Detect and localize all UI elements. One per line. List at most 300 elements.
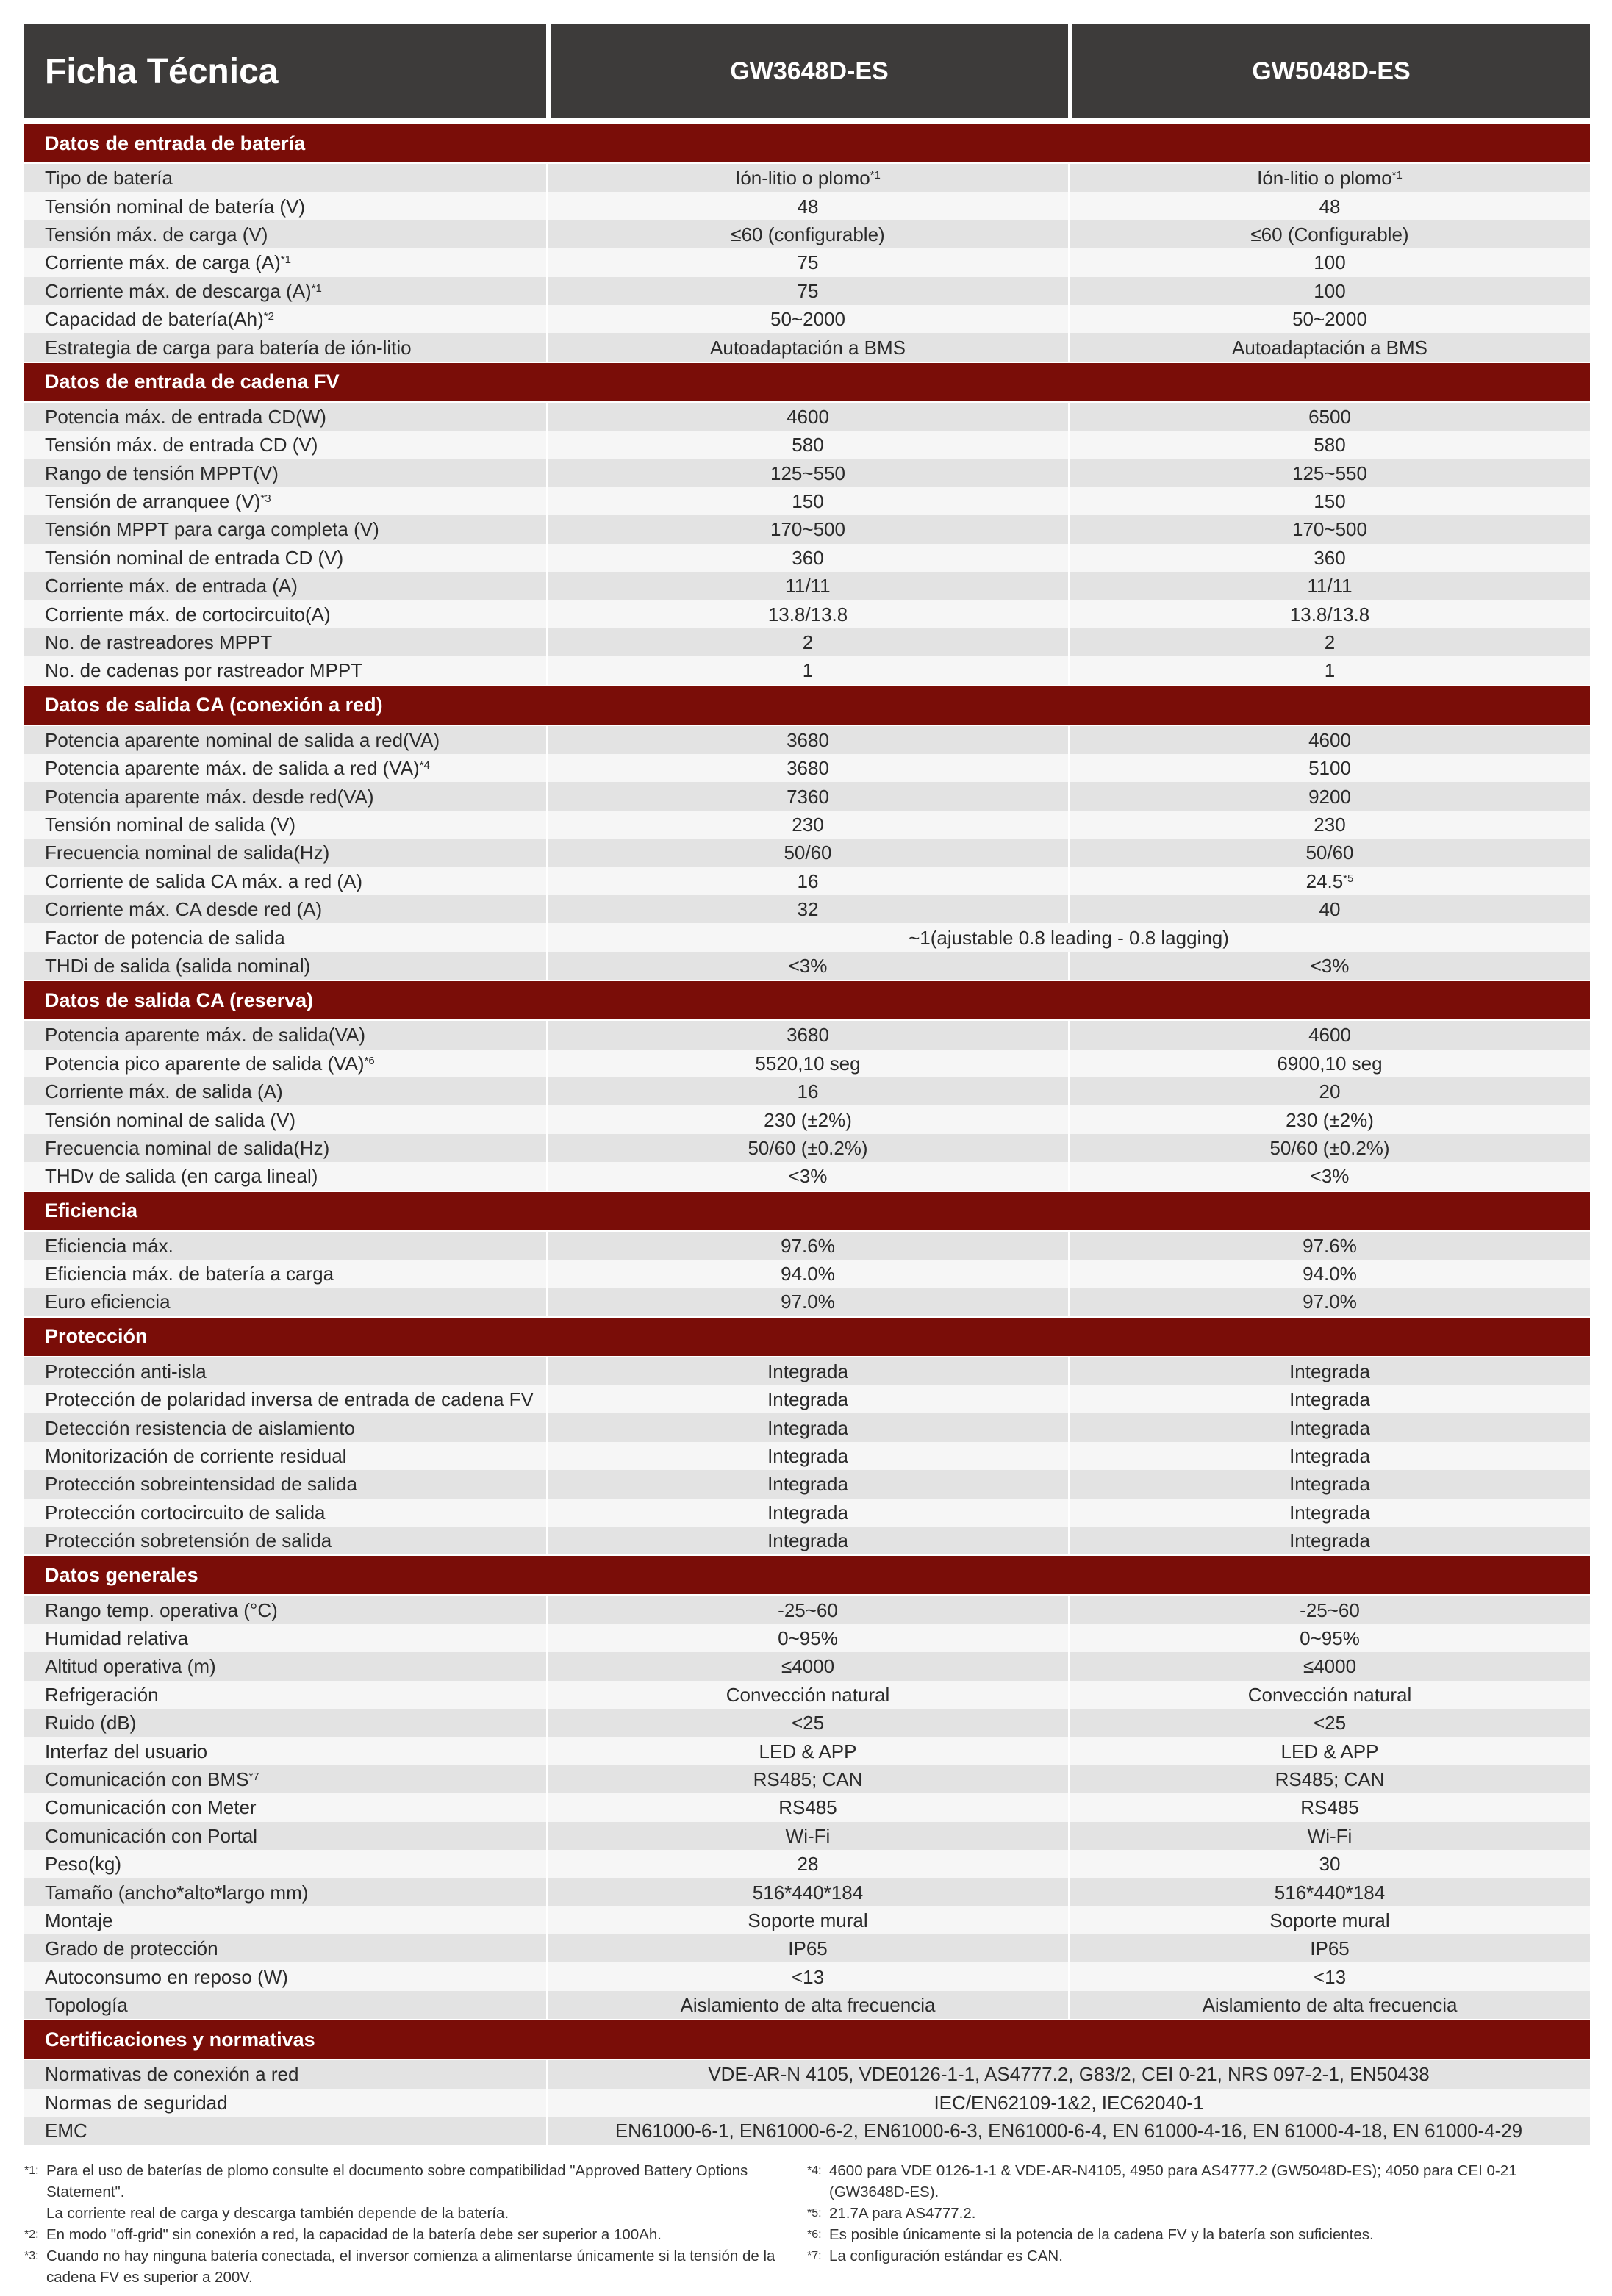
row-value-model-1 xyxy=(546,459,1068,487)
cell-text: <13 xyxy=(1313,1965,1347,1988)
cell-text: ≤60 (configurable) xyxy=(731,223,885,245)
footnote-text: En modo "off-grid" sin conexión a red, la capacidad de la batería debe ser superior a 100Ah. xyxy=(46,2226,662,2243)
row-label xyxy=(24,1991,546,2019)
row-label xyxy=(24,572,546,600)
cell-text: Capacidad de batería(Ah) xyxy=(45,308,264,331)
cell-text: Corriente máx. de carga (A) xyxy=(45,251,281,274)
cell-text: 13.8/13.8 xyxy=(767,603,848,625)
cell-text: 94.0% xyxy=(1303,1263,1357,1285)
cell-text: Corriente máx. de descarga (A) xyxy=(45,279,312,302)
row-label xyxy=(24,248,546,276)
cell-text: Tensión máx. de entrada CD (V) xyxy=(45,434,318,456)
cell-text: Integrada xyxy=(767,1445,848,1468)
table-row xyxy=(24,1906,1590,1934)
row-value-model-1 xyxy=(546,726,1068,754)
table-row xyxy=(24,1162,1590,1190)
row-value-model-2 xyxy=(1068,1624,1590,1652)
cell-text: Topología xyxy=(45,1994,128,2017)
cell-text: 150 xyxy=(792,490,824,513)
cell-text: 360 xyxy=(1314,546,1346,569)
cell-text: Integrada xyxy=(1289,1501,1370,1524)
row-label xyxy=(24,1652,546,1680)
row-value-model-1 xyxy=(546,1134,1068,1162)
table-row xyxy=(24,1962,1590,1990)
table-row xyxy=(24,1021,1590,1049)
table-row xyxy=(24,1596,1590,1624)
table-row xyxy=(24,1499,1590,1527)
table-row xyxy=(24,1470,1590,1498)
table-row xyxy=(24,515,1590,543)
cell-text: 50/60 xyxy=(1305,842,1354,864)
table-row xyxy=(24,1288,1590,1316)
cell-text: 516*440*184 xyxy=(752,1881,864,1904)
footnote-text: 4600 para VDE 0126-1-1 & VDE-AR-N4105, 4950 para AS4777.2 (GW5048D-ES); 4050 para CEI 0-21 (GW3648D-ES). xyxy=(829,2162,1517,2200)
row-value-model-2 xyxy=(1068,1077,1590,1105)
table-row xyxy=(24,839,1590,867)
table-row xyxy=(24,1709,1590,1737)
cell-text: Potencia aparente máx. de salida(VA) xyxy=(45,1024,365,1047)
cell-text: Tipo de batería xyxy=(45,167,173,190)
cell-text: Corriente máx. CA desde red (A) xyxy=(45,898,323,921)
row-value-model-1 xyxy=(546,1624,1068,1652)
row-value-model-2 xyxy=(1068,1288,1590,1316)
cell-text: Tensión nominal de entrada CD (V) xyxy=(45,546,344,569)
footnote-line xyxy=(807,2245,1590,2267)
row-value-model-2 xyxy=(1068,1793,1590,1821)
row-value-model-2 xyxy=(1068,248,1590,276)
row-label xyxy=(24,544,546,572)
row-value-model-2 xyxy=(1068,305,1590,333)
section-title: Datos generales xyxy=(24,1554,1590,1596)
row-value-model-1 xyxy=(546,1596,1068,1624)
row-label xyxy=(24,1765,546,1793)
cell-text: -25~60 xyxy=(1300,1599,1360,1621)
row-value-model-2 xyxy=(1068,1906,1590,1934)
row-value-model-1 xyxy=(546,1793,1068,1821)
table-row xyxy=(24,220,1590,248)
cell-text: Corriente máx. de entrada (A) xyxy=(45,575,298,598)
row-value-model-2 xyxy=(1068,1105,1590,1133)
table-row xyxy=(24,1624,1590,1652)
cell-text: Potencia aparente nominal de salida a red(VA) xyxy=(45,728,440,751)
row-value-both xyxy=(546,2117,1590,2145)
cell-text: ≤4000 xyxy=(1303,1655,1357,1678)
cell-text: Autoadaptación a BMS xyxy=(710,336,906,359)
row-value-model-1 xyxy=(546,1105,1068,1133)
spec-table xyxy=(24,24,1590,2145)
cell-text: Factor de potencia de salida xyxy=(45,926,285,949)
table-row xyxy=(24,277,1590,305)
cell-text: Monitorización de corriente residual xyxy=(45,1445,347,1468)
cell-text: 150 xyxy=(1314,490,1346,513)
cell-text: Humidad relativa xyxy=(45,1626,189,1649)
cell-text: Tensión nominal de salida (V) xyxy=(45,814,296,836)
cell-text: Integrada xyxy=(767,1501,848,1524)
section-header xyxy=(24,1554,1590,1596)
row-label xyxy=(24,487,546,515)
model-header-1: GW3648D-ES xyxy=(546,24,1068,123)
table-row xyxy=(24,811,1590,839)
row-value-model-2 xyxy=(1068,1737,1590,1765)
table-row xyxy=(24,600,1590,628)
footnote-mark: *3: xyxy=(24,2250,39,2262)
row-value-model-2 xyxy=(1068,164,1590,192)
cell-text: Aislamiento de alta frecuencia xyxy=(1202,1994,1458,2017)
row-value-model-2 xyxy=(1068,1822,1590,1850)
cell-text: 3680 xyxy=(787,728,829,751)
cell-text: 100 xyxy=(1314,279,1346,302)
row-value-model-1 xyxy=(546,1850,1068,1878)
cell-text: Integrada xyxy=(767,1529,848,1552)
section-title: Protección xyxy=(24,1316,1590,1357)
row-value-both xyxy=(546,2089,1590,2117)
cell-text: 16 xyxy=(797,869,819,892)
cell-text: 48 xyxy=(1319,195,1341,218)
cell-text: 2 xyxy=(802,631,814,654)
table-row xyxy=(24,1260,1590,1288)
cell-text: 24.5 xyxy=(1305,869,1344,892)
row-value-model-1 xyxy=(546,895,1068,923)
cell-text: Corriente de salida CA máx. a red (A) xyxy=(45,869,363,892)
footnote-mark: *7: xyxy=(807,2250,822,2262)
cell-text: 50~2000 xyxy=(1292,308,1367,331)
cell-text: Refrigeración xyxy=(45,1683,159,1706)
row-label xyxy=(24,305,546,333)
row-label xyxy=(24,1934,546,1962)
cell-text: 30 xyxy=(1319,1853,1341,1876)
cell-text: Comunicación con Portal xyxy=(45,1824,258,1847)
row-value-model-1 xyxy=(546,1288,1068,1316)
footnote-line xyxy=(24,2160,796,2203)
table-row xyxy=(24,1134,1590,1162)
row-value-model-1 xyxy=(546,192,1068,220)
section-title: Datos de entrada de cadena FV xyxy=(24,362,1590,403)
row-value-model-1 xyxy=(546,1652,1068,1680)
cell-text: Soporte mural xyxy=(748,1909,868,1931)
cell-text: 4600 xyxy=(787,405,829,428)
cell-text: Ión-litio o plomo xyxy=(1257,167,1392,190)
row-label xyxy=(24,1709,546,1737)
footnote-text: 21.7A para AS4777.2. xyxy=(829,2205,976,2222)
cell-text: 11/11 xyxy=(785,575,831,598)
footnote-ref: *5 xyxy=(1343,872,1354,885)
row-value-model-2 xyxy=(1068,277,1590,305)
cell-text: <3% xyxy=(788,1165,828,1188)
row-value-model-1 xyxy=(546,1162,1068,1190)
row-value-model-2 xyxy=(1068,1765,1590,1793)
row-value-model-2 xyxy=(1068,1596,1590,1624)
table-row xyxy=(24,1527,1590,1554)
cell-text: ≤60 (Configurable) xyxy=(1250,223,1409,245)
row-value-model-2 xyxy=(1068,839,1590,867)
cell-text: IEC/EN62109-1&2, IEC62040-1 xyxy=(934,2091,1204,2114)
table-row xyxy=(24,1077,1590,1105)
cell-text: 230 xyxy=(1314,814,1346,836)
row-value-model-1 xyxy=(546,248,1068,276)
row-value-model-2 xyxy=(1068,1470,1590,1498)
cell-text: Ión-litio o plomo xyxy=(735,167,870,190)
row-value-model-2 xyxy=(1068,403,1590,431)
cell-text: Protección sobreintensidad de salida xyxy=(45,1473,357,1496)
table-header xyxy=(24,24,1590,123)
cell-text: Corriente máx. de cortocircuito(A) xyxy=(45,603,331,625)
cell-text: 230 xyxy=(792,814,824,836)
footnote-ref: *7 xyxy=(248,1770,259,1783)
row-value-model-1 xyxy=(546,952,1068,980)
row-value-model-2 xyxy=(1068,867,1590,895)
row-value-model-1 xyxy=(546,544,1068,572)
row-value-model-1 xyxy=(546,1878,1068,1906)
footnote xyxy=(24,2160,796,2224)
table-row xyxy=(24,1765,1590,1793)
cell-text: 5100 xyxy=(1308,757,1351,780)
table-row xyxy=(24,628,1590,656)
row-value-model-2 xyxy=(1068,952,1590,980)
footnote xyxy=(807,2224,1590,2245)
row-value-model-2 xyxy=(1068,895,1590,923)
row-value-model-2 xyxy=(1068,544,1590,572)
row-value-model-2 xyxy=(1068,1499,1590,1527)
row-value-model-1 xyxy=(546,1413,1068,1441)
row-label xyxy=(24,656,546,684)
table-row xyxy=(24,952,1590,980)
cell-text: Comunicación con BMS xyxy=(45,1768,249,1790)
cell-text: Estrategia de carga para batería de ión-litio xyxy=(45,336,412,359)
footnote-mark: *6: xyxy=(807,2228,822,2241)
cell-text: 170~500 xyxy=(1292,518,1367,541)
table-row xyxy=(24,895,1590,923)
footnote-ref: *3 xyxy=(260,492,271,506)
row-value-model-1 xyxy=(546,1962,1068,1990)
footnote-line xyxy=(24,2245,796,2288)
cell-text: Protección de polaridad inversa de entrada de cadena FV xyxy=(45,1388,534,1411)
footnote-ref: *4 xyxy=(419,759,430,772)
page-title: Ficha Técnica xyxy=(24,24,546,123)
footnote-ref: *1 xyxy=(280,254,291,267)
cell-text: Protección sobretensión de salida xyxy=(45,1529,332,1552)
row-value-model-1 xyxy=(546,656,1068,684)
row-value-model-2 xyxy=(1068,600,1590,628)
cell-text: Eficiencia máx. de batería a carga xyxy=(45,1263,334,1285)
row-label xyxy=(24,2089,546,2117)
cell-text: Potencia aparente máx. desde red(VA) xyxy=(45,785,374,808)
section-header xyxy=(24,1316,1590,1357)
table-row xyxy=(24,1357,1590,1385)
cell-text: 50~2000 xyxy=(770,308,845,331)
row-label xyxy=(24,1822,546,1850)
footnote-ref: *1 xyxy=(311,281,322,295)
table-row xyxy=(24,1934,1590,1962)
cell-text: 6500 xyxy=(1308,405,1351,428)
cell-text: Potencia aparente máx. de salida a red (VA) xyxy=(45,757,420,780)
row-label xyxy=(24,782,546,810)
cell-text: 0~95% xyxy=(778,1626,838,1649)
row-label xyxy=(24,1681,546,1709)
row-value-model-1 xyxy=(546,1357,1068,1385)
row-value-model-2 xyxy=(1068,1681,1590,1709)
row-value-model-2 xyxy=(1068,1652,1590,1680)
row-value-model-2 xyxy=(1068,1878,1590,1906)
row-value-model-1 xyxy=(546,1681,1068,1709)
cell-text: 32 xyxy=(797,898,819,921)
row-value-model-1 xyxy=(546,1709,1068,1737)
section-title: Datos de salida CA (reserva) xyxy=(24,980,1590,1021)
row-value-model-1 xyxy=(546,333,1068,361)
table-row xyxy=(24,572,1590,600)
row-label xyxy=(24,192,546,220)
row-value-model-1 xyxy=(546,1991,1068,2019)
row-label xyxy=(24,1288,546,1316)
cell-text: RS485; CAN xyxy=(1275,1768,1385,1790)
footnote xyxy=(24,2224,796,2245)
cell-text: Protección cortocircuito de salida xyxy=(45,1501,326,1524)
cell-text: 94.0% xyxy=(781,1263,835,1285)
row-value-model-1 xyxy=(546,1499,1068,1527)
cell-text: Tensión nominal de batería (V) xyxy=(45,195,306,218)
row-label xyxy=(24,2060,546,2088)
cell-text: ~1(ajustable 0.8 leading - 0.8 lagging) xyxy=(909,926,1229,949)
row-label xyxy=(24,1442,546,1470)
footnote-text: Para el uso de baterías de plomo consulte el documento sobre compatibilidad "Approved Battery Options Statement". xyxy=(46,2162,748,2200)
row-label xyxy=(24,1962,546,1990)
row-label xyxy=(24,1906,546,1934)
cell-text: EMC xyxy=(45,2120,87,2142)
cell-text: Normativas de conexión a red xyxy=(45,2063,299,2086)
row-value-model-2 xyxy=(1068,220,1590,248)
row-label xyxy=(24,1385,546,1413)
row-value-model-1 xyxy=(546,1765,1068,1793)
cell-text: 4600 xyxy=(1308,1024,1351,1047)
row-value-model-1 xyxy=(546,1021,1068,1049)
row-label xyxy=(24,431,546,459)
row-label xyxy=(24,811,546,839)
table-row xyxy=(24,248,1590,276)
cell-text: 28 xyxy=(797,1853,819,1876)
table-row xyxy=(24,1050,1590,1077)
cell-text: Peso(kg) xyxy=(45,1853,122,1876)
cell-text: 75 xyxy=(797,279,819,302)
section-title: Datos de salida CA (conexión a red) xyxy=(24,685,1590,726)
row-value-model-1 xyxy=(546,1260,1068,1288)
cell-text: <3% xyxy=(1310,1165,1350,1188)
row-value-model-1 xyxy=(546,628,1068,656)
row-label xyxy=(24,600,546,628)
row-label xyxy=(24,1260,546,1288)
cell-text: Corriente máx. de salida (A) xyxy=(45,1080,283,1103)
row-value-model-2 xyxy=(1068,754,1590,782)
footnote-text: Es posible únicamente si la potencia de la cadena FV y la batería son suficientes. xyxy=(829,2226,1374,2243)
cell-text: Frecuencia nominal de salida(Hz) xyxy=(45,1136,330,1159)
row-value-model-1 xyxy=(546,600,1068,628)
row-value-model-2 xyxy=(1068,1021,1590,1049)
cell-text: Integrada xyxy=(767,1360,848,1382)
cell-text: THDv de salida (en carga lineal) xyxy=(45,1165,318,1188)
cell-text: Altitud operativa (m) xyxy=(45,1655,216,1678)
footnote-line xyxy=(24,2224,796,2245)
cell-text: Integrada xyxy=(1289,1416,1370,1439)
row-label xyxy=(24,839,546,867)
table-row xyxy=(24,2089,1590,2117)
row-label xyxy=(24,2117,546,2145)
cell-text: LED & APP xyxy=(1280,1740,1379,1762)
cell-text: Protección anti-isla xyxy=(45,1360,207,1382)
table-row xyxy=(24,544,1590,572)
cell-text: Convección natural xyxy=(1247,1683,1412,1706)
row-label xyxy=(24,628,546,656)
row-value-model-2 xyxy=(1068,1413,1590,1441)
row-value-model-1 xyxy=(546,754,1068,782)
row-label xyxy=(24,220,546,248)
footnote-mark: *1: xyxy=(24,2164,39,2177)
footnote xyxy=(24,2245,796,2288)
cell-text: Potencia máx. de entrada CD(W) xyxy=(45,405,326,428)
table-row xyxy=(24,487,1590,515)
row-value-model-1 xyxy=(546,1050,1068,1077)
cell-text: 125~550 xyxy=(770,462,845,484)
cell-text: Tensión de arranquee (V) xyxy=(45,490,261,513)
row-value-model-2 xyxy=(1068,628,1590,656)
cell-text: Grado de protección xyxy=(45,1937,218,1960)
table-row xyxy=(24,2060,1590,2088)
footnote-mark: *5: xyxy=(807,2207,822,2220)
cell-text: 4600 xyxy=(1308,728,1351,751)
footnote xyxy=(807,2160,1590,2203)
row-value-model-2 xyxy=(1068,1232,1590,1260)
row-value-model-1 xyxy=(546,487,1068,515)
section-title: Certificaciones y normativas xyxy=(24,2019,1590,2060)
cell-text: 7360 xyxy=(787,785,829,808)
cell-text: 3680 xyxy=(787,757,829,780)
row-value-model-1 xyxy=(546,1077,1068,1105)
row-value-model-1 xyxy=(546,782,1068,810)
footnote-ref: *1 xyxy=(1391,169,1403,182)
cell-text: 97.0% xyxy=(781,1291,835,1313)
cell-text: Montaje xyxy=(45,1909,113,1931)
footnote-line xyxy=(807,2203,1590,2224)
table-row xyxy=(24,305,1590,333)
cell-text: Tamaño (ancho*alto*largo mm) xyxy=(45,1881,309,1904)
cell-text: Rango temp. operativa (°C) xyxy=(45,1599,278,1621)
section-title: Datos de entrada de batería xyxy=(24,123,1590,164)
cell-text: 97.6% xyxy=(1303,1234,1357,1257)
section-header xyxy=(24,980,1590,1021)
cell-text: 580 xyxy=(1314,434,1346,456)
row-value-model-2 xyxy=(1068,656,1590,684)
footnotes-left xyxy=(24,2160,796,2288)
table-row xyxy=(24,164,1590,192)
cell-text: 20 xyxy=(1319,1080,1341,1103)
cell-text: Tensión MPPT para carga completa (V) xyxy=(45,518,379,541)
row-label xyxy=(24,754,546,782)
row-value-model-2 xyxy=(1068,811,1590,839)
row-value-model-1 xyxy=(546,811,1068,839)
cell-text: 170~500 xyxy=(770,518,845,541)
row-value-model-2 xyxy=(1068,487,1590,515)
spec-sheet xyxy=(24,24,1590,2145)
row-value-model-1 xyxy=(546,1470,1068,1498)
row-value-model-2 xyxy=(1068,572,1590,600)
section-header xyxy=(24,362,1590,403)
row-label xyxy=(24,1878,546,1906)
cell-text: <25 xyxy=(1313,1712,1347,1734)
cell-text: 97.0% xyxy=(1303,1291,1357,1313)
row-label xyxy=(24,1850,546,1878)
row-value-model-1 xyxy=(546,1934,1068,1962)
cell-text: -25~60 xyxy=(778,1599,838,1621)
cell-text: Aislamiento de alta frecuencia xyxy=(680,1994,936,2017)
cell-text: Integrada xyxy=(767,1388,848,1411)
row-value-model-2 xyxy=(1068,1385,1590,1413)
